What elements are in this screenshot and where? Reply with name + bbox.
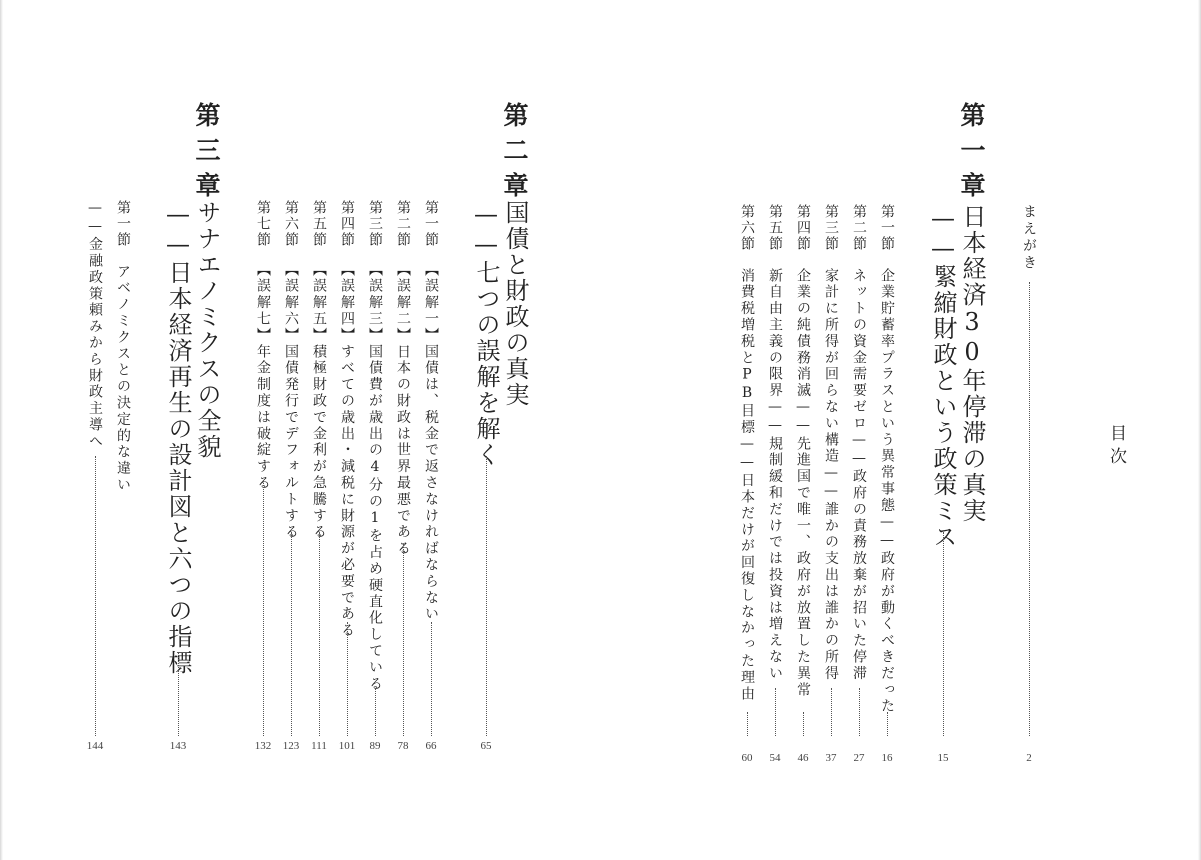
ch1-section-5-title: 新自由主義の限界——規制緩和だけでは投資は増えない bbox=[767, 268, 783, 682]
ch1-section-1-leader bbox=[887, 712, 888, 736]
ch2-section-4-title: 【誤解四】すべての歳出・減税に財源が必要である bbox=[339, 262, 355, 640]
chapter-1-title: 日本経済30年停滞の真実 bbox=[958, 204, 986, 524]
ch1-section-2-page: 27 bbox=[853, 752, 865, 764]
ch1-section-5-page: 54 bbox=[769, 752, 781, 764]
ch1-section-1-title: 企業貯蓄率プラスという異常事態——政府が動くべきだった bbox=[879, 268, 895, 715]
ch2-section-2-page: 78 bbox=[397, 740, 409, 752]
chapter-1-label: 第一章 bbox=[957, 102, 986, 207]
ch1-section-4-label: 第四節 bbox=[795, 204, 811, 252]
ch1-section-1-page: 16 bbox=[881, 752, 893, 764]
ch1-section-3-page: 37 bbox=[825, 752, 837, 764]
ch1-section-2-leader bbox=[859, 688, 860, 736]
ch1-section-5-label: 第五節 bbox=[767, 204, 783, 252]
ch2-section-1-label: 第一節 bbox=[423, 200, 439, 248]
ch2-section-3-page: 89 bbox=[369, 740, 381, 752]
ch2-section-3-label: 第三節 bbox=[367, 200, 383, 248]
ch3-section-1-title: アベノミクスとの決定的な違い bbox=[115, 264, 131, 494]
ch1-section-6-title: 消費税増税とPB目標——日本だけが回復しなかった理由 bbox=[739, 268, 755, 703]
ch2-section-3-title: 【誤解三】国債費が歳出の4分の1を占め硬直化している bbox=[367, 262, 383, 693]
ch1-section-5-leader bbox=[775, 688, 776, 736]
ch3-section-1-page: 144 bbox=[86, 740, 104, 752]
chapter-2-label: 第二章 bbox=[500, 102, 529, 207]
ch2-section-7-label: 第七節 bbox=[255, 200, 271, 248]
preface-title: まえがき bbox=[1021, 204, 1037, 272]
chapter-1-subtitle: ——緊縮財政という政策ミス bbox=[929, 204, 957, 550]
chapter-3-subtitle: ——日本経済再生の設計図と六つの指標 bbox=[164, 200, 192, 676]
ch1-section-2-title: ネットの資金需要ゼロ——政府の責務放棄が招いた停滞 bbox=[851, 268, 867, 682]
ch1-section-4-page: 46 bbox=[797, 752, 809, 764]
ch2-section-7-page: 132 bbox=[254, 740, 272, 752]
ch2-section-2-leader bbox=[403, 544, 404, 736]
ch1-section-6-page: 60 bbox=[741, 752, 753, 764]
ch2-section-1-title: 【誤解一】国債は、税金で返さなければならない bbox=[423, 262, 439, 623]
chapter-2-leader bbox=[486, 456, 487, 736]
ch2-section-5-title: 【誤解五】積極財政で金利が急騰する bbox=[311, 262, 327, 541]
ch1-section-3-title: 家計に所得が回らない構造——誰かの支出は誰かの所得 bbox=[823, 268, 839, 682]
ch2-section-6-label: 第六節 bbox=[283, 200, 299, 248]
ch3-section-1-subtitle: ——金融政策頼みから財政主導へ bbox=[87, 200, 103, 450]
ch2-section-4-leader bbox=[347, 622, 348, 736]
ch1-section-3-leader bbox=[831, 688, 832, 736]
chapter-1-leader bbox=[943, 532, 944, 736]
chapter-3-title: サナエノミクスの全貌 bbox=[193, 200, 221, 460]
chapter-2-page: 65 bbox=[480, 740, 492, 752]
ch1-section-4-leader bbox=[803, 712, 804, 736]
preface-leader bbox=[1029, 282, 1030, 736]
ch1-section-4-title: 企業の純債務消滅——先進国で唯一、政府が放置した異常 bbox=[795, 268, 811, 699]
chapter-2-subtitle: ——七つの誤解を解く bbox=[472, 200, 500, 468]
chapter-2-title: 国債と財政の真実 bbox=[501, 200, 529, 408]
ch2-section-6-title: 【誤解六】国債発行でデフォルトする bbox=[283, 262, 299, 541]
ch1-section-3-label: 第三節 bbox=[823, 204, 839, 252]
ch2-section-4-label: 第四節 bbox=[339, 200, 355, 248]
toc-title: 目次 bbox=[1106, 424, 1126, 470]
ch2-section-5-label: 第五節 bbox=[311, 200, 327, 248]
ch2-section-6-page: 123 bbox=[282, 740, 300, 752]
page-edge-left bbox=[0, 0, 3, 860]
chapter-3-page: 143 bbox=[169, 740, 187, 752]
ch1-section-6-leader bbox=[747, 712, 748, 736]
ch1-section-6-label: 第六節 bbox=[739, 204, 755, 252]
ch2-section-7-leader bbox=[263, 480, 264, 736]
ch2-section-2-label: 第二節 bbox=[395, 200, 411, 248]
ch2-section-2-title: 【誤解二】日本の財政は世界最悪である bbox=[395, 262, 411, 558]
ch2-section-5-leader bbox=[319, 532, 320, 736]
ch2-section-4-page: 101 bbox=[338, 740, 356, 752]
ch2-section-3-leader bbox=[375, 688, 376, 736]
chapter-3-label: 第三章 bbox=[192, 102, 221, 207]
ch3-section-1-leader bbox=[95, 456, 96, 736]
ch1-section-2-label: 第二節 bbox=[851, 204, 867, 252]
ch2-section-1-page: 66 bbox=[425, 740, 437, 752]
chapter-1-page: 15 bbox=[937, 752, 949, 764]
ch2-section-1-leader bbox=[431, 622, 432, 736]
chapter-3-leader bbox=[178, 652, 179, 736]
ch2-section-6-leader bbox=[291, 532, 292, 736]
ch1-section-1-label: 第一節 bbox=[879, 204, 895, 252]
ch3-section-1-label: 第一節 bbox=[115, 200, 131, 248]
ch2-section-5-page: 111 bbox=[311, 740, 327, 752]
ch2-section-7-title: 【誤解七】年金制度は破綻する bbox=[255, 262, 271, 492]
preface-page: 2 bbox=[1026, 752, 1032, 764]
